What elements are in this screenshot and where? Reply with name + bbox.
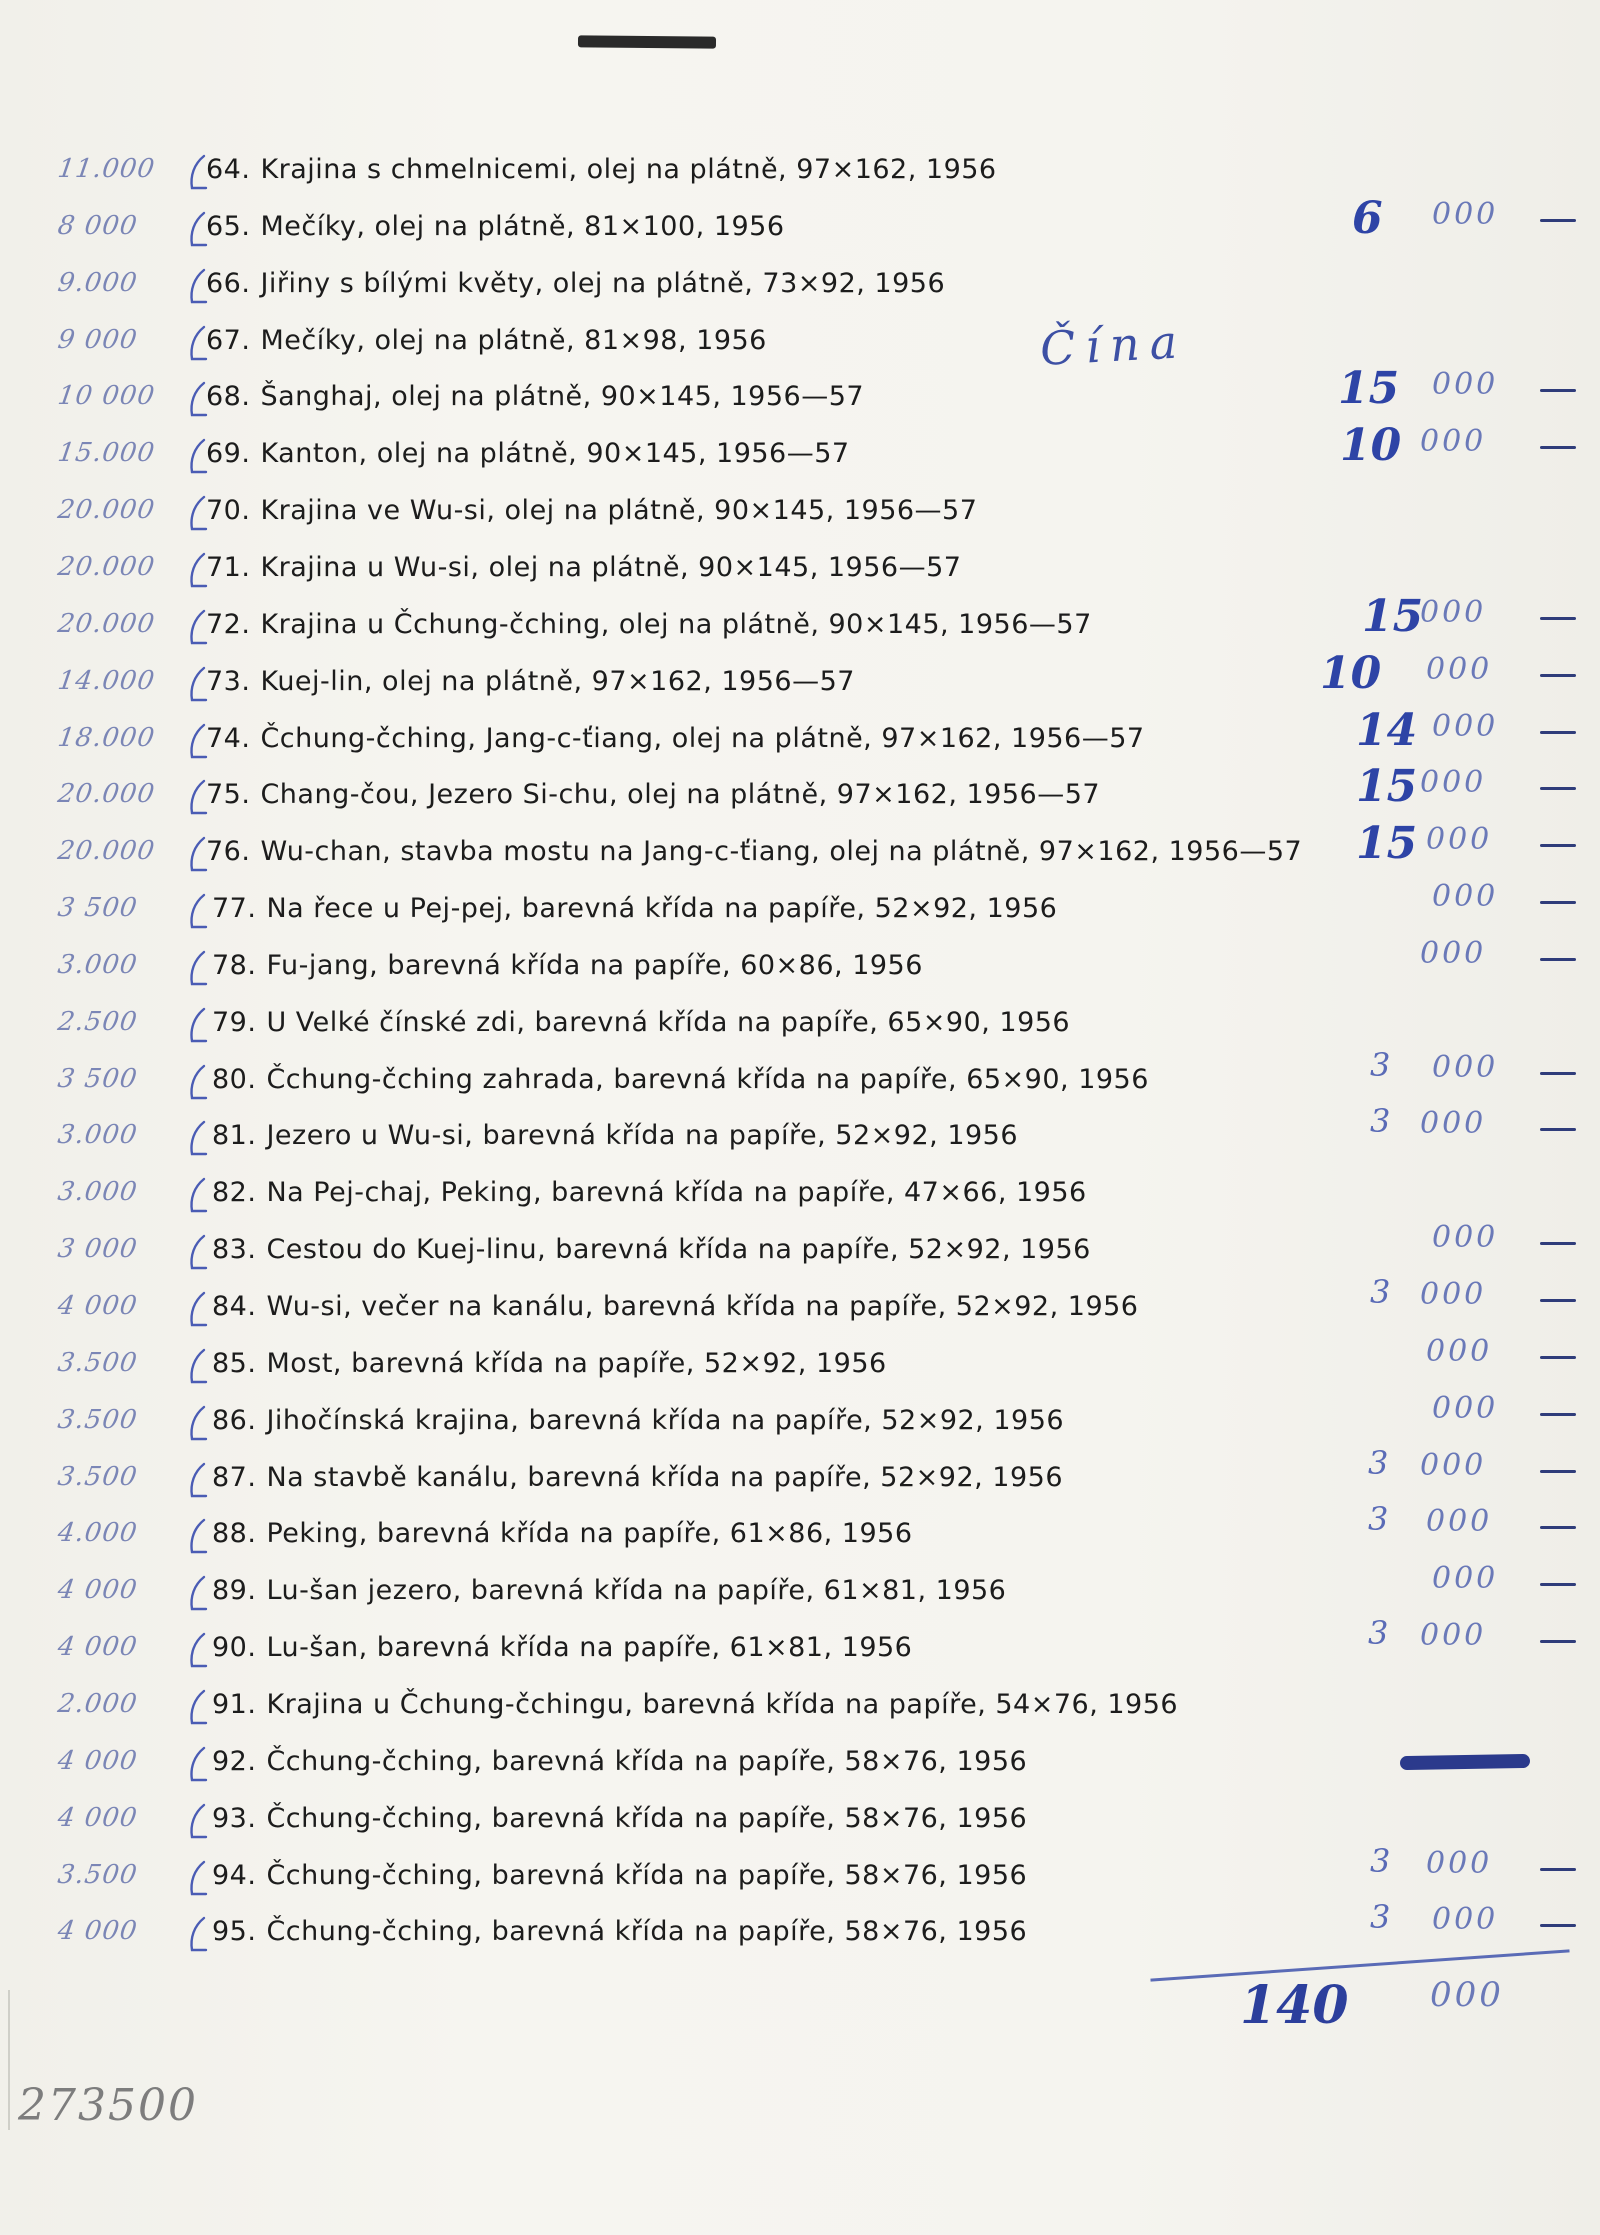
artwork-entry <box>206 779 1100 810</box>
price-note: 4 000 <box>55 1291 140 1321</box>
zeros-mark-86: 000 <box>1432 1391 1499 1426</box>
handwritten-total: 140 <box>1240 1975 1349 2036</box>
price-mark-73: 10 <box>1320 648 1382 699</box>
entry-number: 95. <box>212 1916 257 1947</box>
price-mark-84: 3 <box>1370 1273 1391 1311</box>
entry-text: Krajina u Wu-si, olej na plátně, 90×145, 1956—57 <box>260 552 962 583</box>
bracket-mark <box>186 1689 208 1725</box>
zeros-mark-69: 000 <box>1420 424 1487 459</box>
bracket-mark <box>186 438 208 474</box>
entry-text: Jihočínská krajina, barevná křída na papíře, 52×92, 1956 <box>266 1405 1065 1436</box>
list-item <box>0 1744 1600 1784</box>
artwork-entry <box>206 381 864 412</box>
handwritten-note-cina: Čína <box>1038 314 1189 376</box>
entry-number: 80. <box>212 1064 257 1095</box>
entry-number: 71. <box>206 552 251 583</box>
price-note: 15.000 <box>55 438 158 468</box>
artwork-entry <box>212 1291 1138 1322</box>
entry-text: Kanton, olej na plátně, 90×145, 1956—57 <box>260 438 850 469</box>
entry-number: 83. <box>212 1234 257 1265</box>
dash-mark <box>1540 389 1576 392</box>
bracket-mark <box>186 1120 208 1156</box>
bracket-mark <box>186 268 208 304</box>
entry-text: Mečíky, olej na plátně, 81×100, 1956 <box>260 211 785 242</box>
entry-number: 81. <box>212 1120 257 1151</box>
price-note: 4 000 <box>55 1575 140 1605</box>
artwork-entry <box>206 609 1092 640</box>
artwork-entry <box>206 552 961 583</box>
bracket-mark <box>186 1405 208 1441</box>
entry-number: 85. <box>212 1348 257 1379</box>
entry-number: 66. <box>206 268 251 299</box>
bracket-mark <box>186 1007 208 1043</box>
entry-number: 89. <box>212 1575 257 1606</box>
ink-scribble <box>1400 1754 1530 1770</box>
entry-number: 94. <box>212 1860 257 1891</box>
bracket-mark <box>186 1575 208 1611</box>
bracket-mark <box>186 495 208 531</box>
zeros-mark-74: 000 <box>1432 709 1499 744</box>
entry-text: Wu-si, večer na kanálu, barevná křída na papíře, 52×92, 1956 <box>266 1291 1139 1322</box>
price-note: 4 000 <box>55 1803 140 1833</box>
entry-number: 79. <box>212 1007 257 1038</box>
bracket-mark <box>186 950 208 986</box>
list-item <box>0 266 1600 306</box>
price-mark-95: 3 <box>1370 1898 1391 1936</box>
artwork-entry <box>206 154 997 185</box>
entry-number: 75. <box>206 779 251 810</box>
entry-text: Čchung-čching, barevná křída na papíře, 58×76, 1956 <box>266 1803 1028 1834</box>
price-note: 20.000 <box>55 552 158 582</box>
price-note: 9 000 <box>55 325 140 355</box>
price-mark-88: 3 <box>1368 1500 1389 1538</box>
list-item <box>0 1005 1600 1045</box>
artwork-entry <box>212 1064 1149 1095</box>
entry-number: 72. <box>206 609 251 640</box>
bracket-mark <box>186 893 208 929</box>
bracket-mark <box>186 552 208 588</box>
list-item <box>0 1346 1600 1386</box>
price-note: 9.000 <box>55 268 140 298</box>
entry-text: Čchung-čching zahrada, barevná křída na papíře, 65×90, 1956 <box>266 1064 1149 1095</box>
entry-text: Fu-jang, barevná křída na papíře, 60×86, 1956 <box>266 950 923 981</box>
list-item <box>0 1118 1600 1158</box>
bracket-mark <box>186 211 208 247</box>
price-note: 3.000 <box>55 1120 140 1150</box>
zeros-mark-68: 000 <box>1432 367 1499 402</box>
bracket-mark <box>186 1860 208 1896</box>
zeros-mark-85: 000 <box>1426 1334 1493 1369</box>
dash-mark <box>1540 731 1576 734</box>
bracket-mark <box>186 666 208 702</box>
entry-number: 82. <box>212 1177 257 1208</box>
artwork-entry <box>206 666 855 697</box>
list-item <box>0 948 1600 988</box>
dash-mark <box>1540 1470 1576 1473</box>
zeros-mark-84: 000 <box>1420 1277 1487 1312</box>
price-note: 20.000 <box>55 836 158 866</box>
price-note: 3.500 <box>55 1462 140 1492</box>
entry-number: 88. <box>212 1518 257 1549</box>
artwork-entry <box>212 1860 1027 1891</box>
zeros-mark-80: 000 <box>1432 1050 1499 1085</box>
price-mark-69: 10 <box>1340 420 1402 471</box>
dash-mark <box>1540 1640 1576 1643</box>
bracket-mark <box>186 836 208 872</box>
dash-mark <box>1540 844 1576 847</box>
price-note: 20.000 <box>55 495 158 525</box>
entry-text: Na Pej-chaj, Peking, barevná křída na papíře, 47×66, 1956 <box>266 1177 1087 1208</box>
entry-number: 74. <box>206 723 251 754</box>
entry-text: Wu-chan, stavba mostu na Jang-c-ťiang, olej na plátně, 97×162, 1956—57 <box>260 836 1303 867</box>
artwork-entry <box>212 1803 1027 1834</box>
entry-number: 86. <box>212 1405 257 1436</box>
artwork-entry <box>212 950 923 981</box>
margin-line <box>8 1990 10 2130</box>
price-mark-80: 3 <box>1370 1046 1391 1084</box>
bracket-mark <box>186 1803 208 1839</box>
dash-mark <box>1540 1583 1576 1586</box>
entry-text: Krajina u Čchung-čching, olej na plátně, 90×145, 1956—57 <box>260 609 1092 640</box>
bracket-mark <box>186 779 208 815</box>
artwork-entry <box>206 836 1302 867</box>
bracket-mark <box>186 1234 208 1270</box>
artwork-entry <box>206 438 850 469</box>
price-mark-87: 3 <box>1368 1444 1389 1482</box>
zeros-mark-81: 000 <box>1420 1106 1487 1141</box>
price-note: 10 000 <box>55 381 158 411</box>
bracket-mark <box>186 1746 208 1782</box>
bracket-mark <box>186 609 208 645</box>
entry-text: Lu-šan, barevná křída na papíře, 61×81, 1956 <box>266 1632 913 1663</box>
artwork-entry <box>212 1746 1027 1777</box>
entry-text: Jezero u Wu-si, barevná křída na papíře, 52×92, 1956 <box>266 1120 1019 1151</box>
list-item <box>0 1232 1600 1272</box>
entry-text: Šanghaj, olej na plátně, 90×145, 1956—57 <box>260 381 865 412</box>
entry-text: Lu-šan jezero, barevná křída na papíře, 61×81, 1956 <box>266 1575 1007 1606</box>
entry-text: Krajina s chmelnicemi, olej na plátně, 97×162, 1956 <box>260 154 997 185</box>
list-item <box>0 607 1600 647</box>
zeros-mark-76: 000 <box>1426 822 1493 857</box>
zeros-mark-65: 000 <box>1432 197 1499 232</box>
entry-text: Čchung-čching, barevná křída na papíře, 58×76, 1956 <box>266 1746 1028 1777</box>
price-note: 14.000 <box>55 666 158 696</box>
entry-number: 90. <box>212 1632 257 1663</box>
dash-mark <box>1540 219 1576 222</box>
artwork-entry <box>212 1120 1018 1151</box>
list-item <box>0 891 1600 931</box>
zeros-mark-83: 000 <box>1432 1220 1499 1255</box>
entry-text: Krajina u Čchung-čchingu, barevná křída na papíře, 54×76, 1956 <box>266 1689 1179 1720</box>
price-mark-81: 3 <box>1370 1102 1391 1140</box>
price-mark-94: 3 <box>1370 1842 1391 1880</box>
price-note: 4 000 <box>55 1632 140 1662</box>
list-item <box>0 1687 1600 1727</box>
zeros-mark-89: 000 <box>1432 1561 1499 1596</box>
entry-text: Na stavbě kanálu, barevná křída na papíře, 52×92, 1956 <box>266 1462 1064 1493</box>
entry-text: Čchung-čching, Jang-c-ťiang, olej na plátně, 97×162, 1956—57 <box>260 723 1145 754</box>
dash-mark <box>1540 1924 1576 1927</box>
artwork-entry <box>212 1348 887 1379</box>
price-note: 11.000 <box>55 154 158 184</box>
zeros-mark-90: 000 <box>1420 1618 1487 1653</box>
entry-number: 64. <box>206 154 251 185</box>
list-item <box>0 1175 1600 1215</box>
price-mark-65: 6 <box>1352 193 1383 244</box>
artwork-entry <box>212 1177 1087 1208</box>
entry-number: 69. <box>206 438 251 469</box>
list-item <box>0 1289 1600 1329</box>
zeros-mark-94: 000 <box>1426 1846 1493 1881</box>
list-item <box>0 152 1600 192</box>
entry-text: U Velké čínské zdi, barevná křída na papíře, 65×90, 1956 <box>266 1007 1071 1038</box>
price-note: 3.000 <box>55 1177 140 1207</box>
artwork-entry <box>212 1462 1063 1493</box>
list-item <box>0 1516 1600 1556</box>
list-item <box>0 1062 1600 1102</box>
artwork-entry <box>212 1916 1027 1947</box>
zeros-mark-88: 000 <box>1426 1504 1493 1539</box>
artwork-entry <box>212 1689 1178 1720</box>
dash-mark <box>1540 1242 1576 1245</box>
list-item <box>0 1914 1600 1954</box>
price-note: 20.000 <box>55 779 158 809</box>
bracket-mark <box>186 1518 208 1554</box>
price-mark-90: 3 <box>1368 1614 1389 1652</box>
price-mark-72: 15 <box>1362 591 1424 642</box>
artwork-entry <box>212 893 1057 924</box>
price-note: 3 000 <box>55 1234 140 1264</box>
artwork-entry <box>212 1007 1070 1038</box>
price-note: 3.000 <box>55 950 140 980</box>
price-note: 3.500 <box>55 1860 140 1890</box>
zeros-mark-73: 000 <box>1426 652 1493 687</box>
bracket-mark <box>186 325 208 361</box>
list-item <box>0 1403 1600 1443</box>
bracket-mark <box>186 1348 208 1384</box>
entry-text: Chang-čou, Jezero Si-chu, olej na plátně, 97×162, 1956—57 <box>260 779 1101 810</box>
zeros-mark-72: 000 <box>1420 595 1487 630</box>
artwork-entry <box>212 1234 1091 1265</box>
entry-text: Most, barevná křída na papíře, 52×92, 1956 <box>266 1348 887 1379</box>
price-note: 3 500 <box>55 1064 140 1094</box>
price-note: 4.000 <box>55 1518 140 1548</box>
list-item <box>0 493 1600 533</box>
zeros-mark-95: 000 <box>1432 1902 1499 1937</box>
artwork-entry <box>206 211 785 242</box>
price-mark-75: 15 <box>1356 761 1418 812</box>
handwritten-total-zeros: 000 <box>1430 1975 1504 2015</box>
list-item <box>0 1801 1600 1841</box>
entry-number: 67. <box>206 325 251 356</box>
price-note: 2.500 <box>55 1007 140 1037</box>
price-mark-76: 15 <box>1356 818 1418 869</box>
dash-mark <box>1540 1413 1576 1416</box>
artwork-entry <box>212 1518 913 1549</box>
dash-mark <box>1540 1072 1576 1075</box>
entry-number: 73. <box>206 666 251 697</box>
artwork-entry <box>206 268 945 299</box>
bracket-mark <box>186 1462 208 1498</box>
entry-number: 91. <box>212 1689 257 1720</box>
entry-text: Peking, barevná křída na papíře, 61×86, 1956 <box>266 1518 913 1549</box>
paper-clip-tab <box>578 35 716 48</box>
zeros-mark-78: 000 <box>1420 936 1487 971</box>
bracket-mark <box>186 1064 208 1100</box>
price-note: 4 000 <box>55 1746 140 1776</box>
entry-number: 84. <box>212 1291 257 1322</box>
entry-text: Kuej-lin, olej na plátně, 97×162, 1956—57 <box>260 666 855 697</box>
dash-mark <box>1540 617 1576 620</box>
artwork-entry <box>206 495 977 526</box>
zeros-mark-77: 000 <box>1432 879 1499 914</box>
dash-mark <box>1540 1356 1576 1359</box>
price-mark-74: 14 <box>1356 705 1418 756</box>
bracket-mark <box>186 723 208 759</box>
list-item <box>0 323 1600 363</box>
dash-mark <box>1540 901 1576 904</box>
entry-text: Jiřiny s bílými květy, olej na plátně, 73×92, 1956 <box>260 268 946 299</box>
list-item <box>0 1573 1600 1613</box>
list-item <box>0 1460 1600 1500</box>
price-note: 3.500 <box>55 1405 140 1435</box>
bracket-mark <box>186 1916 208 1952</box>
dash-mark <box>1540 446 1576 449</box>
dash-mark <box>1540 1526 1576 1529</box>
bracket-mark <box>186 1291 208 1327</box>
artwork-entry <box>212 1405 1064 1436</box>
entry-number: 78. <box>212 950 257 981</box>
entry-number: 77. <box>212 893 257 924</box>
artwork-entry <box>206 325 767 356</box>
entry-text: Krajina ve Wu-si, olej na plátně, 90×145, 1956—57 <box>260 495 978 526</box>
dash-mark <box>1540 958 1576 961</box>
price-note: 3 500 <box>55 893 140 923</box>
entry-number: 65. <box>206 211 251 242</box>
entry-number: 76. <box>206 836 251 867</box>
dash-mark <box>1540 1868 1576 1871</box>
zeros-mark-87: 000 <box>1420 1448 1487 1483</box>
zeros-mark-75: 000 <box>1420 765 1487 800</box>
list-item <box>0 550 1600 590</box>
entry-text: Čchung-čching, barevná křída na papíře, 58×76, 1956 <box>266 1916 1028 1947</box>
entry-text: Mečíky, olej na plátně, 81×98, 1956 <box>260 325 767 356</box>
artwork-entry <box>206 723 1145 754</box>
entry-text: Cestou do Kuej-linu, barevná křída na papíře, 52×92, 1956 <box>266 1234 1091 1265</box>
list-item <box>0 1858 1600 1898</box>
dash-mark <box>1540 1299 1576 1302</box>
pencil-total: 273500 <box>18 2080 198 2131</box>
list-item <box>0 1630 1600 1670</box>
artwork-entry <box>212 1575 1006 1606</box>
entry-text: Na řece u Pej-pej, barevná křída na papíře, 52×92, 1956 <box>266 893 1058 924</box>
price-note: 18.000 <box>55 723 158 753</box>
entry-number: 92. <box>212 1746 257 1777</box>
dash-mark <box>1540 674 1576 677</box>
price-note: 20.000 <box>55 609 158 639</box>
bracket-mark <box>186 154 208 190</box>
dash-mark <box>1540 787 1576 790</box>
bracket-mark <box>186 381 208 417</box>
price-note: 3.500 <box>55 1348 140 1378</box>
entry-text: Čchung-čching, barevná křída na papíře, 58×76, 1956 <box>266 1860 1028 1891</box>
price-note: 8 000 <box>55 211 140 241</box>
dash-mark <box>1540 1128 1576 1131</box>
bracket-mark <box>186 1632 208 1668</box>
price-note: 4 000 <box>55 1916 140 1946</box>
artwork-entry <box>212 1632 912 1663</box>
entry-number: 68. <box>206 381 251 412</box>
price-mark-68: 15 <box>1338 363 1400 414</box>
entry-number: 93. <box>212 1803 257 1834</box>
entry-number: 87. <box>212 1462 257 1493</box>
price-note: 2.000 <box>55 1689 140 1719</box>
entry-number: 70. <box>206 495 251 526</box>
bracket-mark <box>186 1177 208 1213</box>
